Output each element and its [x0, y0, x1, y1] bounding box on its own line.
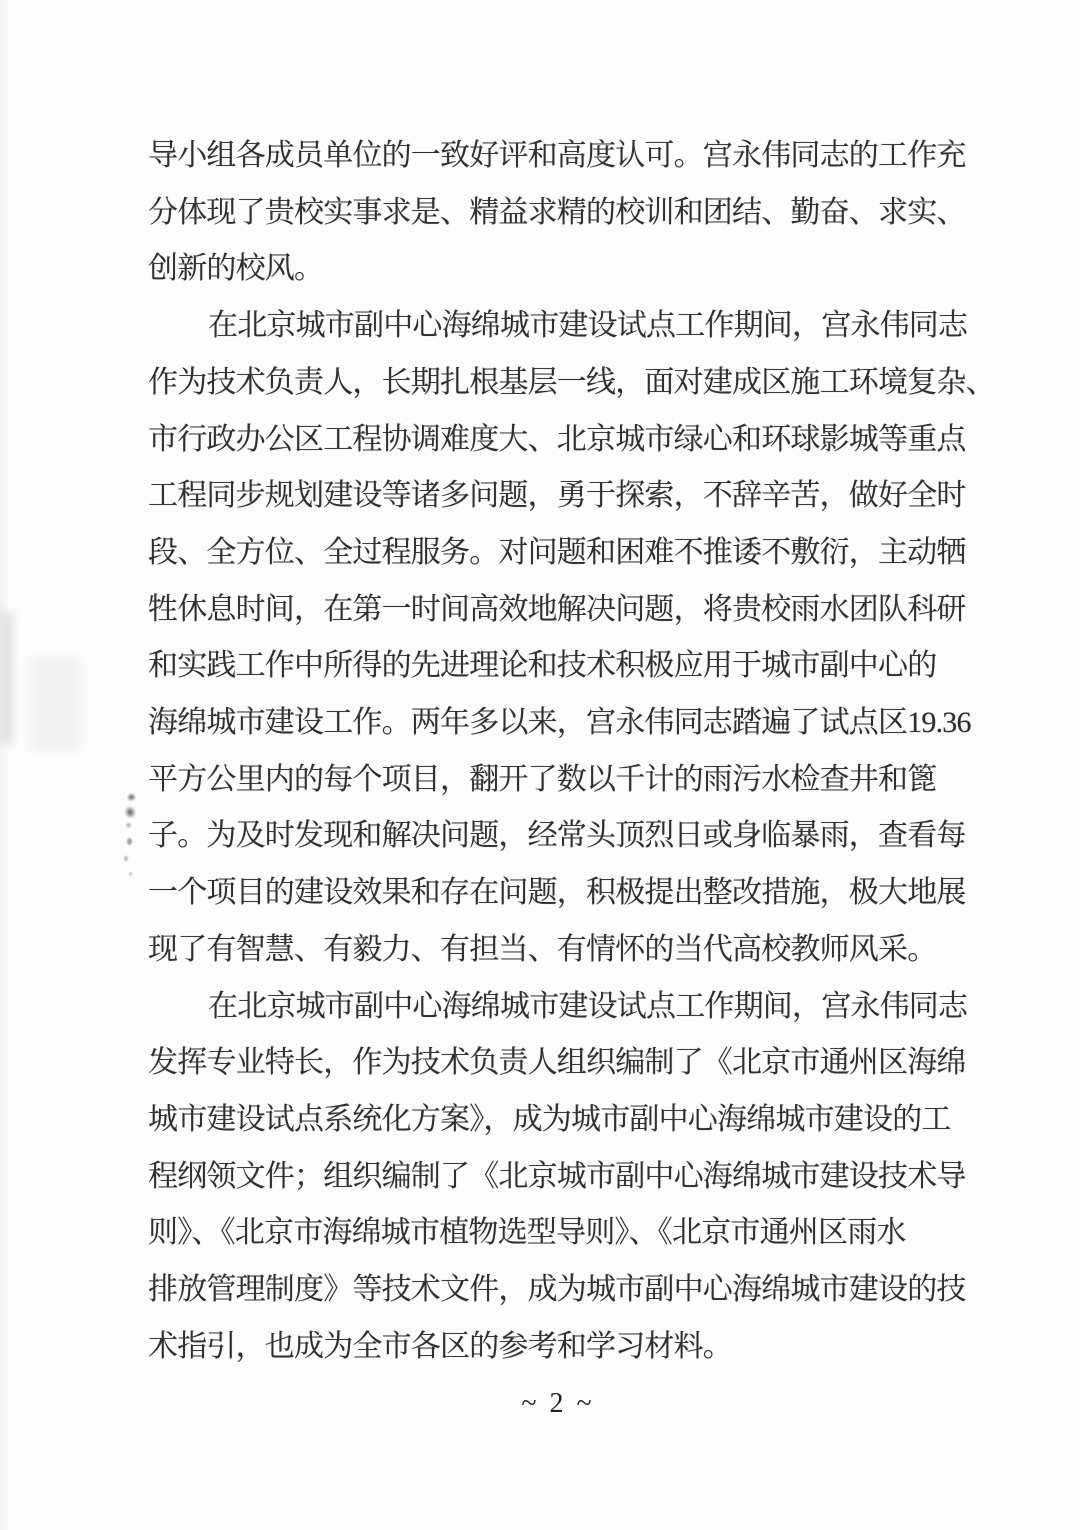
scan-edge-shading-artifact: [0, 612, 14, 744]
text-line: 术指引，也成为全市各区的参考和学习材料。: [148, 1329, 732, 1363]
text-line: 市行政办公区工程协调难度大、北京城市绿心和环球影城等重点: [148, 422, 966, 456]
text-line: 一个项目的建设效果和存在问题，积极提出整改措施，极大地展: [148, 876, 966, 910]
text-line: 子。为及时发现和解决问题，经常头顶烈日或身临暴雨，查看每: [148, 819, 966, 853]
text-line: 排放管理制度》等技术文件，成为城市副中心海绵城市建设的技: [148, 1273, 966, 1307]
text-line: 分体现了贵校实事求是、精益求精的校训和团结、勤奋、求实、: [148, 195, 966, 229]
text-line: 现了有智慧、有毅力、有担当、有情怀的当代高校教师风采。: [148, 932, 937, 966]
text-line: 发挥专业特长，作为技术负责人组织编制了《北京市通州区海绵: [148, 1046, 966, 1080]
text-line: 牲休息时间，在第一时间高效地解决问题，将贵校雨水团队科研: [148, 592, 966, 626]
ink-speck-artifact: [129, 872, 132, 876]
text-line: 工程同步规划建设等诸多问题，勇于探索，不辞辛苦，做好全时: [148, 479, 966, 513]
text-line: 则》、《北京市海绵城市植物选型导则》、《北京市通州区雨水: [148, 1216, 906, 1250]
text-line: 作为技术负责人，长期扎根基层一线，面对建成区施工环境复杂、: [148, 365, 995, 399]
document-body: [148, 128, 995, 1375]
text-line: 在北京城市副中心海绵城市建设试点工作期间，宫永伟同志: [208, 989, 968, 1023]
text-line: 平方公里内的每个项目，翻开了数以千计的雨污水检查井和篦: [148, 762, 937, 796]
text-line: 在北京城市副中心海绵城市建设试点工作期间，宫永伟同志: [208, 309, 968, 343]
scan-edge-shading-artifact: [30, 658, 80, 750]
text-line: 导小组各成员单位的一致好评和高度认可。宫永伟同志的工作充: [148, 139, 966, 172]
text-line: 海绵城市建设工作。两年多以来，宫永伟同志踏遍了试点区19.36: [148, 706, 971, 740]
text-line: 段、全方位、全过程服务。对问题和困难不推诿不敷衍，主动牺: [148, 535, 966, 569]
page-number: ~ 2 ~: [521, 1388, 595, 1419]
text-line: 城市建设试点系统化方案》，成为城市副中心海绵城市建设的工: [148, 1102, 951, 1136]
ink-speck-artifact: [124, 856, 128, 861]
ink-speck-artifact: [127, 838, 132, 845]
ink-smudge-artifact: [117, 788, 145, 833]
text-line: 程纲领文件；组织编制了《北京城市副中心海绵城市建设技术导: [148, 1159, 966, 1193]
text-line: 和实践工作中所得的先进理论和技术积极应用于城市副中心的: [148, 649, 937, 683]
text-line: 创新的校风。: [148, 252, 324, 286]
